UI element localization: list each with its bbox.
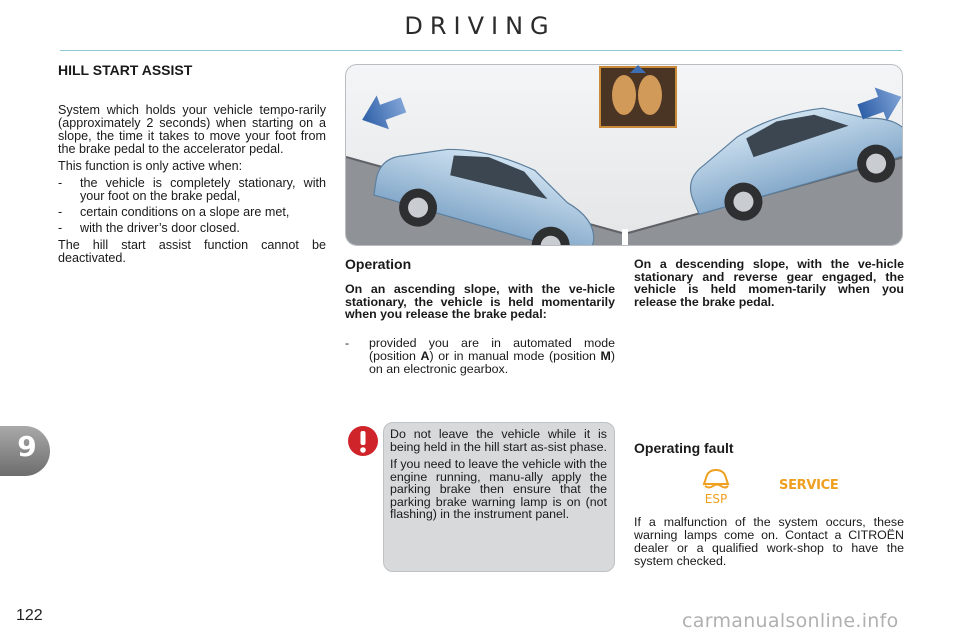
position-a-label: A — [420, 349, 430, 363]
slope-cars-drawing — [346, 65, 903, 246]
condition-text: the vehicle is completely stationary, with your foot on the brake pedal, — [80, 176, 326, 203]
chapter-number: 9 — [17, 430, 37, 463]
list-dash: - — [58, 221, 63, 235]
exclamation-circle-icon — [347, 425, 379, 457]
operating-fault-text: If a malfunction of the system occurs, these warning lamps come on. Contact a CITROËN dealer or a qualified work-shop to have the system checked. — [634, 515, 904, 568]
condition-item — [58, 206, 326, 219]
esp-warning-lamp-icon — [699, 466, 733, 506]
list-dash: - — [345, 336, 350, 350]
gearbox-text-mid: ) or in manual mode (position — [429, 349, 601, 363]
service-warning-lamp: SERVICE — [779, 478, 839, 493]
condition-item — [58, 177, 326, 203]
hill-start-illustration — [345, 64, 903, 246]
warning-paragraph: Do not leave the vehicle while it is being held in the hill start as-sist phase. — [390, 427, 607, 454]
header-divider — [60, 50, 902, 51]
esp-lamp-label: ESP — [704, 492, 728, 506]
operating-fault-title: Operating fault — [634, 440, 734, 456]
page-header-title: DRIVING — [404, 12, 556, 40]
left-direction-arrow-icon — [356, 88, 410, 137]
intro-column — [58, 104, 326, 269]
operation-title: Operation — [345, 256, 412, 272]
watermark-text: carmanualsonline.info — [682, 610, 899, 632]
intro-paragraph: System which holds your vehicle tempo-rarily (approximately 2 seconds) when starting on a slope, the time it takes to move your foot from the brake pedal to the accelerator pedal. — [58, 103, 326, 156]
list-dash: - — [58, 205, 63, 219]
conditions-lead: This function is only active when: — [58, 159, 243, 173]
warning-text — [390, 428, 607, 526]
condition-text: with the driver’s door closed. — [80, 221, 240, 235]
gearbox-text-pre: provided you are in automated mode (position — [369, 336, 615, 363]
gearbox-condition-item — [345, 337, 615, 376]
conditions-list — [58, 177, 326, 235]
gearbox-text-post: ) on an electronic gearbox. — [369, 349, 615, 376]
warning-paragraph: If you need to leave the vehicle with the engine running, manu-ally apply the parking brake then ensure that the parking brake warning lamp is on (not flashing) in the instrument panel. — [390, 457, 607, 521]
section-title: HILL START ASSIST — [58, 62, 193, 78]
deactivation-note: The hill start assist function cannot be deactivated. — [58, 238, 326, 265]
list-dash: - — [58, 176, 63, 190]
condition-text: certain conditions on a slope are met, — [80, 205, 290, 219]
page-number: 122 — [16, 607, 43, 624]
descending-slope-text: On a descending slope, with the ve-hicle stationary and reverse gear engaged, the vehicle is held momen-tarily when you release the brake pedal. — [634, 257, 904, 309]
position-m-label: M — [600, 349, 611, 363]
ascending-slope-text: On an ascending slope, with the ve-hicle stationary, the vehicle is held momentarily when you release the brake pedal: — [345, 282, 615, 321]
gearbox-conditions-list — [345, 337, 615, 376]
pedal-inset — [600, 67, 676, 127]
condition-item — [58, 222, 326, 235]
